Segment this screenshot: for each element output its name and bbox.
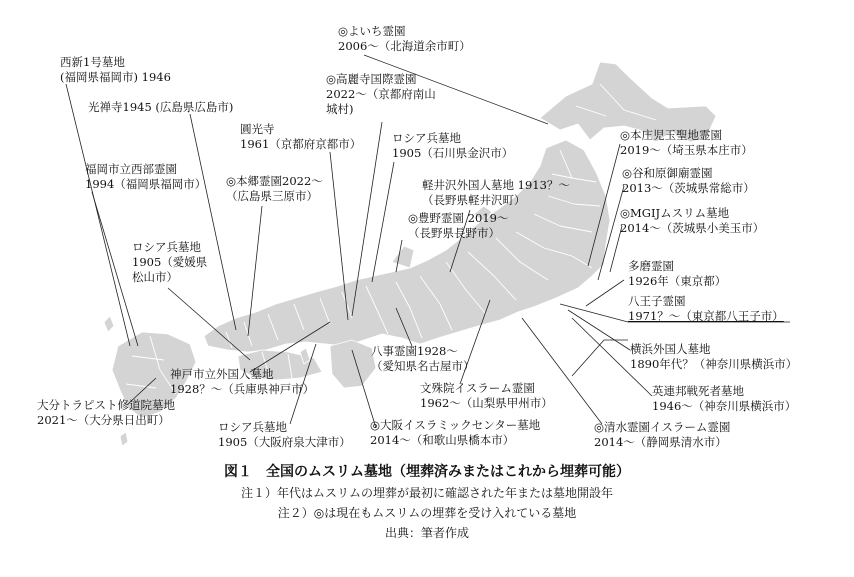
label-yawara: ◎谷和原御廟霊園 2013〜（茨城県常総市） — [622, 166, 755, 195]
label-yoichi: ◎よいち霊園 2006〜（北海道余市町） — [338, 24, 471, 53]
region-tsushima — [104, 316, 114, 332]
leader-nishishin — [66, 84, 130, 346]
label-hotoku: ◎豊野霊園 2019〜 （長野県長野市） — [408, 211, 509, 240]
label-kobe: 神戸市立外国人墓地 1928？〜（兵庫県神戸市） — [170, 367, 315, 396]
label-russia-izumiotsu: ロシア兵墓地 1905（大阪府泉大津市） — [218, 420, 351, 449]
label-honjo: ◎本庄児玉聖地霊園 2019〜（埼玉県本庄市） — [620, 128, 753, 157]
label-nishishin: 西新1号墓地 (福岡県福岡市) 1946 — [60, 55, 171, 84]
region-okinawa — [120, 432, 128, 446]
label-hongo: ◎本郷霊園2022〜 （広島県三原市） — [226, 174, 323, 203]
label-commonwealth: 英連邦戦死者墓地 1946〜（神奈川県横浜市） — [652, 384, 797, 413]
source-credit: 出典：筆者作成 — [384, 526, 469, 540]
region-kii-peninsula — [330, 340, 376, 388]
label-hachioji: 八王子霊園 1971？〜（東京都八王子市） — [628, 294, 784, 323]
note-2: 注２）◎は現在もムスリムの埋葬を受け入れている墓地 — [277, 506, 577, 520]
label-russia-kanazawa: ロシア兵墓地 1905（石川県金沢市） — [392, 131, 514, 160]
label-yokohama-foreign: 横浜外国人墓地 1890年代？（神奈川県横浜市） — [630, 342, 798, 371]
region-noto — [392, 246, 414, 268]
note-1: 注１）年代はムスリムの埋葬が最初に確認された年または墓地開設年 — [240, 486, 613, 500]
leader-russia-kanazawa — [372, 162, 394, 282]
label-oita: 大分トラピスト修道院墓地 2021〜（大分県日出町） — [37, 398, 175, 427]
label-bunshuin: 文殊院イスラーム霊園 1962〜（山梨県甲州市） — [420, 381, 553, 410]
leader-tama — [586, 280, 624, 306]
label-osaka-islamic: ◎大阪イスラミックセンター墓地 2014〜（和歌山県橋本市） — [370, 418, 541, 447]
label-enkoji: 圓光寺 1961（京都府京都市） — [240, 122, 362, 151]
label-shimizu: ◎清水霊園イスラーム霊園 2014〜（静岡県清水市） — [594, 420, 731, 449]
label-mgij: ◎MGIJムスリム墓地 2014〜（茨城県小美玉市） — [620, 206, 765, 235]
leader-hachioji — [560, 304, 628, 322]
label-korai: ◎高麗寺国際霊園 2022〜（京都府南山 城村) — [326, 72, 436, 116]
label-kozenji: 光禅寺1945 (広島県広島市) — [88, 100, 234, 114]
label-karuizawa: 軽井沢外国人墓地 1913？〜 （長野県軽井沢町） — [422, 178, 570, 207]
label-tama: 多磨霊園 1926年（東京都） — [628, 259, 727, 288]
region-honshu — [204, 140, 610, 352]
leader-kozenji — [190, 114, 236, 330]
label-hachigoto: 八事霊園1928〜 （愛知県名古屋市） — [371, 344, 475, 373]
label-russia-matsuyama: ロシア兵墓地 1905（愛媛県 松山市） — [132, 240, 208, 284]
label-fukuoka-nishibu: 福岡市立西部霊園 1994（福岡県福岡市） — [85, 162, 207, 191]
figure-title: 図１ 全国のムスリム墓地（埋葬済みまたはこれから埋葬可能） — [224, 464, 630, 480]
